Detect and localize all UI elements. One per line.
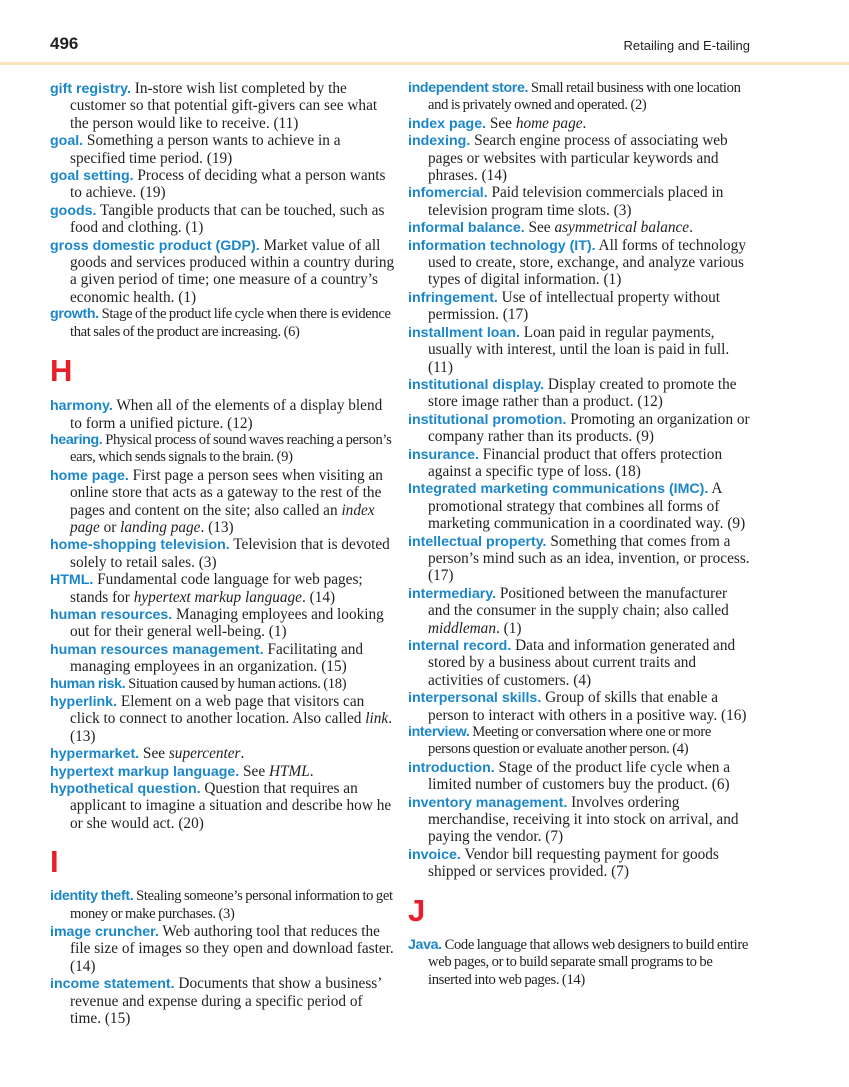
glossary-term: institutional display. <box>408 376 545 393</box>
definition-text: Display created to promote the store image rather than a product. (12) <box>428 375 737 411</box>
glossary-term: interpersonal skills. <box>408 690 542 707</box>
glossary-term: growth. <box>50 306 99 323</box>
glossary-term: interview. <box>408 724 470 741</box>
glossary-entry <box>408 324 753 376</box>
glossary-term: informal balance. <box>408 220 525 237</box>
glossary-entry <box>408 115 753 132</box>
definition-text: Positioned between the manufacturer and the consumer in the supply chain; also called <box>428 584 729 620</box>
definition-text: Something that comes from a person’s mind such as an idea, invention, or process. (17) <box>428 532 750 585</box>
glossary-term: human risk. <box>50 675 126 692</box>
glossary-entry <box>408 80 753 115</box>
page-number: 496 <box>50 34 79 53</box>
glossary-entry <box>408 184 753 219</box>
glossary-entry <box>50 536 395 571</box>
glossary-term: hearing. <box>50 431 103 448</box>
glossary-entry <box>408 937 753 989</box>
running-title: Retailing and E-tailing <box>623 38 750 53</box>
glossary-term: internal record. <box>408 638 512 654</box>
cross-reference: landing page <box>120 518 201 536</box>
glossary-term: intermediary. <box>408 585 497 602</box>
cross-reference: middleman <box>428 619 496 637</box>
definition-text: See <box>139 745 169 763</box>
glossary-term: infomercial. <box>408 185 488 202</box>
glossary-term: gift registry. <box>50 81 131 97</box>
glossary-term: inventory management. <box>408 794 568 811</box>
cross-reference: home page <box>515 114 583 132</box>
glossary-term: HTML. <box>50 572 94 589</box>
glossary-term: index page. <box>408 115 487 132</box>
glossary-term: gross domestic product (GDP). <box>50 237 260 254</box>
glossary-entry <box>408 533 753 585</box>
glossary-term: hypertext markup language. <box>50 763 240 780</box>
definition-text: or <box>99 518 121 536</box>
glossary-entry <box>408 585 753 637</box>
definition-text: . <box>689 219 693 237</box>
glossary-entry <box>408 237 753 289</box>
glossary-term: Java. <box>408 936 442 953</box>
definition-text: . <box>582 114 587 132</box>
glossary-entry <box>50 975 395 1027</box>
section-letter-i: I <box>50 844 59 880</box>
definition-text: Meeting or conversation where one or more persons question or evaluate another person. (4) <box>428 724 711 758</box>
glossary-entry <box>50 397 395 432</box>
glossary-entry <box>50 763 395 780</box>
definition-text: Involves ordering merchandise, receiving it into stock on arrival, and paying the vendor. (7) <box>428 793 739 846</box>
glossary-term: human resources. <box>50 606 173 623</box>
glossary-entry <box>408 289 753 324</box>
glossary-term: indexing. <box>408 133 471 150</box>
glossary-entry <box>50 306 395 341</box>
glossary-entry <box>50 923 395 975</box>
glossary-column-left <box>50 80 395 1028</box>
definition-text: A promotional strategy that combines all forms of marketing communication in a coordinated way. (9) <box>428 480 746 533</box>
glossary-term: introduction. <box>408 759 495 776</box>
glossary-term: human resources management. <box>50 641 264 658</box>
glossary-entry <box>50 888 395 923</box>
definition-text: . <box>309 762 314 780</box>
glossary-entry <box>50 432 395 467</box>
glossary-entry <box>50 467 395 537</box>
glossary-term: institutional promotion. <box>408 411 567 428</box>
definition-text: Tangible products that can be touched, such as food and clothing. (1) <box>70 201 385 237</box>
definition-text: Group of skills that enable a person to interact with others in a positive way. (16) <box>428 689 747 724</box>
definition-text: . (14) <box>301 588 336 606</box>
definition-text: Vendor bill requesting payment for goods shipped or services provided. (7) <box>428 845 719 881</box>
glossary-entry <box>50 132 395 167</box>
glossary-term: home page. <box>50 467 129 484</box>
definition-text: Stage of the product life cycle when there is evidence that sales of the product are increasing. (6) <box>70 306 391 340</box>
cross-reference: link <box>365 710 389 728</box>
glossary-entry <box>50 237 395 307</box>
definition-text: All forms of technology used to create, store, exchange, and analyze various types of digital information. (1) <box>428 236 746 289</box>
glossary-term: goal. <box>50 133 84 150</box>
definition-text: . (13) <box>200 518 234 536</box>
glossary-entry <box>408 376 753 411</box>
glossary-term: insurance. <box>408 446 479 463</box>
definition-text: Code language that allows web designers to build entire web pages, or to build separate small programs to be inserted into web pages. (14) <box>428 936 748 988</box>
definition-text: Situation caused by human actions. (18) <box>125 675 347 692</box>
glossary-entry <box>50 641 395 676</box>
glossary-entry <box>408 132 753 184</box>
glossary-term: intellectual property. <box>408 533 547 550</box>
definition-text: . (13) <box>70 710 393 745</box>
definition-text: Promoting an organization or company rather than its products. (9) <box>428 410 750 446</box>
definition-text: First page a person sees when visiting an online store that acts as a gateway to the rest of the pages and content on the site; also called an <box>70 466 383 519</box>
definition-text: Fundamental code language for web pages; stands for <box>70 571 363 606</box>
glossary-term: hypermarket. <box>50 746 140 763</box>
definition-text: Stage of the product life cycle when a limited number of customers buy the product. (6) <box>428 758 730 794</box>
glossary-term: goods. <box>50 202 97 219</box>
glossary-entry <box>408 724 753 759</box>
cross-reference: asymmetrical balance <box>554 219 690 237</box>
cross-reference: supercenter <box>168 745 241 763</box>
glossary-term: goal setting. <box>50 168 134 185</box>
glossary-entry <box>50 606 395 641</box>
definition-text: Paid television commercials placed in television program time slots. (3) <box>428 184 724 219</box>
glossary-entry <box>50 80 395 132</box>
definition-text: . (1) <box>495 619 522 637</box>
section-letter-h: H <box>50 353 73 389</box>
definition-text: Stealing someone’s personal information to get money or make purchases. (3) <box>70 888 393 922</box>
glossary-term: hypothetical question. <box>50 781 201 798</box>
glossary-term: income statement. <box>50 976 175 993</box>
definition-text: Managing employees and looking out for their general well-being. (1) <box>70 605 384 641</box>
glossary-term: invoice. <box>408 846 461 863</box>
definition-text: Market value of all goods and services produced within a country during a given period of time; one measure of a country’s economic health. (1) <box>70 236 395 306</box>
definition-text: Loan paid in regular payments, usually with interest, until the loan is paid in full. (11) <box>428 323 730 376</box>
page-header <box>0 0 849 65</box>
glossary-entry <box>408 637 753 689</box>
glossary-entry <box>408 219 753 236</box>
glossary-entry <box>50 571 395 606</box>
glossary-term: hyperlink. <box>50 694 118 710</box>
definition-text: Something a person wants to achieve in a specified time period. (19) <box>70 132 341 167</box>
glossary-entry <box>50 167 395 202</box>
glossary-entry <box>408 480 753 532</box>
definition-text: See <box>524 219 555 237</box>
definition-text: Element on a web page that visitors can click to connect to another location. Also called <box>70 693 366 728</box>
definition-text: Facilitating and managing employees in an organization. (15) <box>70 640 364 676</box>
definition-text: See <box>239 762 269 780</box>
glossary-term: identity theft. <box>50 888 134 905</box>
glossary-term: harmony. <box>50 398 113 415</box>
definition-text: See <box>486 114 516 132</box>
definition-text: . <box>240 745 245 763</box>
section-letter-j: J <box>408 892 426 928</box>
definition-text: Question that requires an applicant to imagine a situation and describe how he or she would act. (20) <box>70 780 392 832</box>
cross-reference: hypertext markup language <box>133 588 302 606</box>
glossary-entry <box>50 693 395 745</box>
definition-text: Financial product that offers protection against a specific type of loss. (18) <box>428 445 723 480</box>
glossary-entry <box>408 759 753 794</box>
definition-text: In-store wish list completed by the customer so that potential gift-givers can see what the person would like to receive. (11) <box>70 80 378 132</box>
glossary-term: installment loan. <box>408 324 520 341</box>
glossary-entry <box>50 202 395 237</box>
definition-text: Use of intellectual property without permission. (17) <box>428 288 721 324</box>
glossary-term: image cruncher. <box>50 924 159 941</box>
definition-text: Data and information generated and stored by a business about current traits and activities of customers. (4) <box>428 637 736 689</box>
glossary-entry <box>408 446 753 481</box>
glossary-column-right <box>408 80 753 989</box>
definition-text: When all of the elements of a display blend to form a unified picture. (12) <box>70 397 383 432</box>
glossary-term: infringement. <box>408 289 498 306</box>
definition-text: Web authoring tool that reduces the file size of images so they open and download faster. (14) <box>70 923 394 975</box>
glossary-term: independent store. <box>408 80 529 96</box>
definition-text: Small retail business with one location and is privately owned and operated. (2) <box>428 80 741 114</box>
glossary-entry <box>50 780 395 832</box>
definition-text: Process of deciding what a person wants to achieve. (19) <box>70 167 386 202</box>
definition-text: Physical process of sound waves reaching a person’s ears, which sends signals to the brain. (9) <box>70 431 392 466</box>
glossary-term: information technology (IT). <box>408 237 596 254</box>
glossary-entry <box>50 676 395 693</box>
definition-text: Documents that show a business’ revenue and expense during a specific period of time. (15) <box>70 975 382 1028</box>
cross-reference: HTML <box>268 762 310 780</box>
glossary-term: home-shopping television. <box>50 537 230 554</box>
cross-reference: index page <box>70 501 375 536</box>
glossary-entry <box>408 846 753 881</box>
glossary-entry <box>408 411 753 446</box>
definition-text: Search engine process of associating web pages or websites with particular keywords and phrases. (14) <box>428 132 728 185</box>
glossary-entry <box>50 745 395 762</box>
glossary-term: Integrated marketing communications (IMC). <box>408 481 709 498</box>
glossary-entry <box>408 794 753 846</box>
glossary-entry <box>408 689 753 724</box>
definition-text: Television that is devoted solely to retail sales. (3) <box>70 536 390 571</box>
